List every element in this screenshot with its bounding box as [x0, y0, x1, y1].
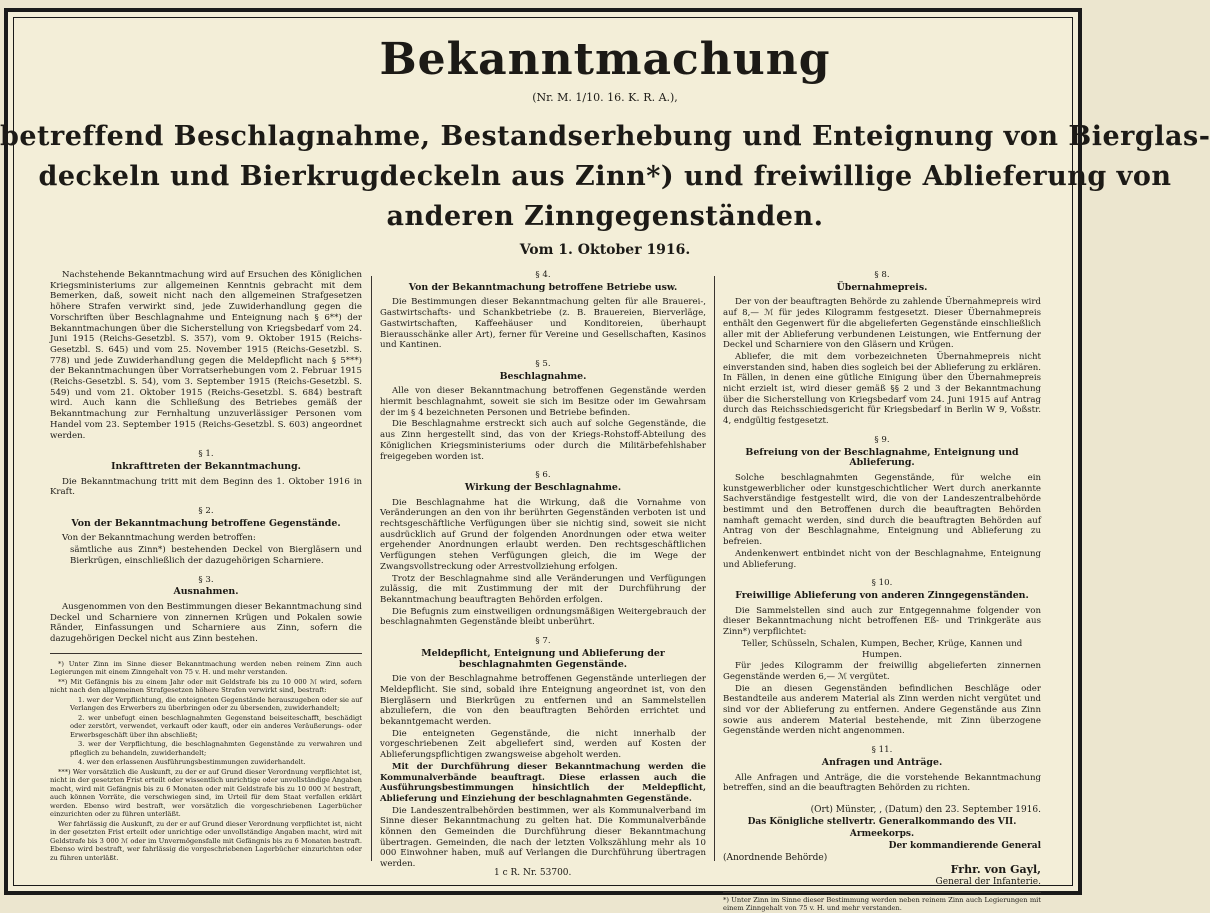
- section-8-number: § 8.: [874, 270, 890, 280]
- issue-date: Vom 1. Oktober 1916.: [519, 242, 691, 258]
- footnote-2: **) Mit Gefängnis bis zu einem Jahr oder mit Geldstrafe bis zu 10 000 ℳ wird, sofern nicht nach den allgemeinen Strafgesetzen höhere Strafen verwirkt sind, bestraft:: [50, 677, 362, 695]
- section-1-heading: Inkrafttreten der Bekanntmachung.: [111, 460, 301, 472]
- section-6-text-2: Trotz der Beschlagnahme sind alle Veränderungen und Verfügungen zulässig, die mit Zustimmung der mit der Durchführung der Bekanntmachung beauftragten Behörden erfolgen.: [380, 573, 706, 605]
- column-left: [50, 270, 362, 870]
- signature-rank: General der Infanterie.: [935, 876, 1041, 887]
- subject-line-2: deckeln und Bierkrugdeckeln aus Zinn*) und freiwillige Ablieferung von: [38, 161, 1172, 192]
- section-7-text: Die von der Beschlagnahme betroffenen Gegenstände unterliegen der Meldepflicht. Sie sind, sobald ihre Enteignung angeordnet ist, von den Biergläsern und Bierkrügen zu entfernen und an Sammelstellen abzuliefern, die von den beauftragten Behörden errichtet und bekanntgemacht werden.: [380, 674, 706, 728]
- footnote-divider: [50, 653, 362, 654]
- section-3-text: Ausgenommen von den Bestimmungen dieser Bekanntmachung sind Deckel und Scharniere von zinnernen Krügen und Pokalen sowie Ränder, Einfassungen und Scharniere aus Zinn, sofern die dazugehörigen Deckel nicht aus Zinn bestehen.: [50, 601, 362, 645]
- footnotes: [50, 660, 362, 863]
- footnote-1: *) Unter Zinn im Sinne dieser Bekanntmachung werden neben reinem Zinn auch Legierungen mit einem Zinngehalt von 75 v. H. und mehr verstanden.: [50, 659, 362, 677]
- section-11-text: Alle Anfragen und Anträge, die die vorstehende Bekanntmachung betreffen, sind an die beauftragten Behörden zu richten.: [723, 772, 1041, 794]
- signature-place-date: (Ort) Münster, , (Datum) den 23. September 1916.: [810, 804, 1041, 815]
- section-7-text-2: Die enteigneten Gegenstände, die nicht innerhalb der vorgeschriebenen Zeit abgeliefert sind, werden auf Kosten der Ablieferungspflichtigen zwangsweise abgeholt werden.: [380, 728, 706, 761]
- column-divider-1: [371, 276, 372, 861]
- section-2-text: Von der Bekanntmachung werden betroffen:: [62, 533, 256, 544]
- section-6-heading: Wirkung der Beschlagnahme.: [464, 481, 622, 493]
- column-divider-2: [714, 276, 715, 861]
- section-9-text: Solche beschlagnahmten Gegenstände, für welche ein kunstgewerblicher oder kunstgeschichtlicher Wert durch anerkannte Sachverständige festgestellt wird, die von der Landeszentralbehörde bestimmt und den Betroffenen durch die beauftragten Behörden namhaft gemacht werden, sind durch die beauftragten Behörden auf Antrag von der Beschlagnahme, Enteignung und Ablieferung zu befreien.: [723, 472, 1041, 548]
- section-7-text-4: Die Landeszentralbehörden bestimmen, wer als Kommunalverband im Sinne dieser Bekanntmachung zu gelten hat. Die Kommunalverbände können den Gemeinden die Durchführung dieser Bekanntmachung übertragen. Gemeinden, die nach der letzten Volkszählung mehr als 10 000 Einwohner haben, muß auf Verlangen die Durchführung übertragen werden.: [380, 805, 706, 870]
- signature-block: [723, 804, 1041, 888]
- section-8-text: Der von der beauftragten Behörde zu zahlende Übernahmepreis wird auf 8,— ℳ für jedes Kilogramm festgesetzt. Dieser Übernahmepreis enthält den Gegenwert für die abgelieferten Gegenstände einschließlich aller mit der Ablieferung verbundenen Leistungen, wie Entfernung der Deckel und Scharniere von den Gläsern und Krügen.: [723, 297, 1041, 351]
- section-6-text: Die Beschlagnahme hat die Wirkung, daß die Vornahme von Veränderungen an den von ihr berührten Gegenständen verboten ist und rechtsgeschäftliche Verfügungen über sie nichtig sind, soweit sie nicht ausdrücklich auf Grund der folgenden Anordnungen oder etwa weiter ergehender Anordnungen erlaubt werden. Den rechtsgeschäftlichen Verfügungen stehen Verfügungen gleich, die im Wege der Zwangsvollstreckung oder Arrestvollziehung erfolgen.: [380, 497, 706, 572]
- section-9-text-2: Andenkenwert entbindet nicht von der Beschlagnahme, Enteignung und Ablieferung.: [723, 548, 1041, 570]
- section-10-heading: Freiwillige Ablieferung von anderen Zinngegenständen.: [735, 589, 1029, 601]
- section-7-heading: Meldepflicht, Enteignung und Ablieferung der beschlagnahmten Gegenstände.: [421, 647, 665, 670]
- signature-role: Der kommandierende General: [888, 840, 1041, 851]
- footnote-2-item: 4. wer den erlassenen Ausführungsbestimmungen zuwiderhandelt.: [78, 758, 306, 767]
- section-10-text-2: Für jedes Kilogramm der freiwillig abgelieferten zinnernen Gegenstände werden 6,— ℳ vergütet.: [723, 661, 1041, 682]
- footnote-divider-right: [723, 892, 1041, 893]
- section-10-number: § 10.: [871, 578, 893, 589]
- order-number: (Nr. M. 1/10. 16. K. R. A.),: [532, 91, 678, 104]
- footnote-4: Wer fahrlässig die Auskunft, zu der er auf Grund dieser Verordnung verpflichtet ist, nicht in der gesetzten Frist erteilt oder unrichtige oder unvollständige Angaben macht, wird mit Geldstrafe bis 3 000 ℳ oder im Unvermögensfalle mit Gefängnis bis zu 6 Monaten bestraft. Ebenso wird bestraft, wer fahrlässig die vorgeschriebenen Lagerbücher einzurichten oder zu führen unterläßt.: [50, 819, 362, 862]
- section-5-text-2: Die Beschlagnahme erstreckt sich auch auf solche Gegenstände, die aus Zinn hergestellt sind, das von der Kriegs-Rohstoff-Abteilung des Königlichen Kriegsministeriums oder durch die Militärbefehlshaber freigegeben worden ist.: [380, 419, 706, 462]
- column-middle: [380, 270, 706, 870]
- footnote-right: *) Unter Zinn im Sinne dieser Bestimmung werden neben reinem Zinn auch Legierungen mit einem Zinngehalt von 75 v. H. und mehr verstanden.: [723, 895, 1041, 913]
- section-3-heading: Ausnahmen.: [173, 586, 239, 598]
- signature-authority: (Anordnende Behörde): [723, 852, 828, 863]
- section-4-text: Die Bestimmungen dieser Bekanntmachung gelten für alle Brauerei-, Gastwirtschafts- und Schankbetriebe (z. B. Brauereien, Bierverläge, Gastwirtschaften, Kaffeehäuser und Konditoreien, überhaupt Bierausschänke aller Art), ferner für Vereine und Gesellschaften, Kasinos und Kantinen.: [380, 297, 706, 351]
- footnote-2-item: 3. wer der Verpflichtung, die beschlagnahmten Gegenstände zu verwahren und pfleglich zu behandeln, zuwiderhandelt;: [70, 740, 362, 757]
- section-4-number: § 4.: [535, 270, 551, 280]
- section-8-text-2: Abliefer, die mit dem vorbezeichneten Übernahmepreis nicht einverstanden sind, haben dies sogleich bei der Ablieferung zu erklären. In Fällen, in denen eine gütliche Einigung über den Übernahmepreis nicht erzielt ist, wird dieser gemäß §§ 2 und 3 der Bekanntmachung über die Sicherstellung von Kriegsbedarf vom 24. Juni 1915 auf Antrag durch das Reichsschiedsgericht für Kriegsbedarf in Berlin W 9, Voßstr. 4, endgültig festgesetzt.: [723, 351, 1041, 427]
- section-6-number: § 6.: [535, 470, 551, 481]
- subject-line-3: anderen Zinngegenständen.: [386, 201, 824, 232]
- section-2-number: § 2.: [198, 506, 214, 517]
- section-5-number: § 5.: [535, 358, 551, 369]
- footnote-2-item: 2. wer unbefugt einen beschlagnahmten Gegenstand beiseiteschafft, beschädigt oder zerstört, verwendet, verkauft oder kauft, oder ein anderes Veräußerungs- oder Erwerbsgeschäft über ihn abschließt;: [70, 713, 362, 739]
- section-3-number: § 3.: [198, 574, 214, 585]
- section-5-text: Alle von dieser Bekanntmachung betroffenen Gegenstände werden hiermit beschlagnahmt, soweit sie sich im Besitze oder im Gewahrsam der im § 4 bezeichneten Personen und Betriebe befinden.: [380, 386, 706, 418]
- section-10-text-3: Die an diesen Gegenständen befindlichen Beschläge oder Bestandteile aus anderem Material als Zinn werden nicht vergütet und sind vor der Ablieferung zu entfernen. Andere Gegenstände aus Zinn sowie aus anderem Material bestehende, mit Zinn überzogene Gegenstände werden nicht angenommen.: [723, 683, 1041, 737]
- page-title: Bekanntmachung: [379, 34, 831, 85]
- signature-name: Frhr. von Gayl,: [950, 862, 1041, 876]
- section-8-heading: Übernahmepreis.: [836, 281, 928, 293]
- footnote-2-item: 1. wer der Verpflichtung, die enteigneten Gegenstände herauszugeben oder sie auf Verlangen des Erwerbers zu überbringen oder zu übersenden, zuwiderhandelt;: [70, 695, 362, 713]
- section-10-text: Die Sammelstellen sind auch zur Entgegennahme folgender von dieser Bekanntmachung nicht betroffenen Eß- und Trinkgeräte aus Zinn*) verpflichtet:: [723, 605, 1041, 638]
- section-4-heading: Von der Bekanntmachung betroffene Betriebe usw.: [408, 281, 678, 293]
- section-11-number: § 11.: [871, 745, 893, 756]
- section-1-text: Die Bekanntmachung tritt mit dem Beginn des 1. Oktober 1916 in Kraft.: [50, 476, 362, 498]
- section-7-number: § 7.: [535, 636, 551, 647]
- section-7-text-3: Mit der Durchführung dieser Bekanntmachung werden die Kommunalverbände beauftragt. Diese erlassen auch die Ausführungsbestimmungen hinsichtlich der Meldepflicht, Ablieferung und Einziehung der beschlagnahmten Gegenstände.: [380, 761, 706, 804]
- section-10-items: Teller, Schüsseln, Schalen, Kumpen, Becher, Krüge, Kannen und Humpen.: [741, 638, 1023, 660]
- subject-line-1: betreffend Beschlagnahme, Bestandserhebung und Enteignung von Bierglas-: [0, 121, 1210, 152]
- section-9-heading: Befreiung von der Beschlagnahme, Enteignung und Ablieferung.: [745, 446, 1019, 469]
- intro-paragraph: Nachstehende Bekanntmachung wird auf Ersuchen des Königlichen Kriegsministeriums zur allgemeinen Kenntnis gebracht mit dem Bemerken, daß, soweit nicht nach den allgemeinen Strafgesetzen höhere Strafen verwirkt sind, jede Zuwiderhandlung gegen die Vorschriften über Beschlagnahme und Enteignung nach § 6**) der Bekanntmachungen über die Sicherstellung von Kriegsbedarf vom 24. Juni 1915 (Reichs-Gesetzbl. S. 357), vom 9. Oktober 1915 (Reichs-Gesetzbl. S. 645) und vom 25. November 1915 (Reichs-Gesetzbl. S. 778) und jede Zuwiderhandlung gegen die Meldepflicht nach § 5***) der Bekanntmachungen über Vorratserhebungen vom 2. Februar 1915 (Reichs-Gesetzbl. S. 54), vom 3. September 1915 (Reichs-Gesetzbl. S. 549) und vom 21. Oktober 1915 (Reichs-Gesetzbl. S. 684) bestraft wird. Auch kann die Schließung des Betriebes gemäß der Bekanntmachung zur Fernhaltung unzuverlässiger Personen vom Handel vom 23. September 1915 (Reichs-Gesetzbl. S. 603) angeordnet werden.: [50, 270, 362, 441]
- section-2-item: sämtliche aus Zinn*) bestehenden Deckel von Biergläsern und Bierkrügen, einschließlich der dazugehörigen Scharniere.: [70, 545, 362, 566]
- section-1-number: § 1.: [198, 449, 214, 460]
- section-11-heading: Anfragen und Anträge.: [821, 756, 943, 768]
- section-5-heading: Beschlagnahme.: [499, 370, 587, 382]
- section-2-heading: Von der Bekanntmachung betroffene Gegenstände.: [71, 517, 341, 529]
- section-9-number: § 9.: [874, 434, 890, 445]
- footnote-3: ***) Wer vorsätzlich die Auskunft, zu der er auf Grund dieser Verordnung verpflichtet ist, nicht in der gesetzten Frist erteilt oder wissentlich unrichtige oder unvollständige Angaben macht, wird mit Gefängnis bis zu 6 Monaten oder mit Geldstrafe bis zu 10 000 ℳ bestraft, auch können Vorräte, die verschwiegen sind, im Urteil für dem Staat verfallen erklärt werden. Ebenso wird bestraft, wer vorsätzlich die vorgeschriebenen Lagerbücher einzurichten oder zu führen unterläßt.: [50, 767, 362, 819]
- section-6-text-3: Die Befugnis zum einstweiligen ordnungsmäßigen Weitergebrauch der beschlagnahmten Gegenstände bleibt unberührt.: [380, 606, 706, 628]
- signature-corps: Das Königliche stellvertr. Generalkommando des VII. Armeekorps.: [747, 816, 1017, 839]
- column-right: [723, 270, 1041, 913]
- print-code: 1 c R. Nr. 53700.: [494, 868, 572, 878]
